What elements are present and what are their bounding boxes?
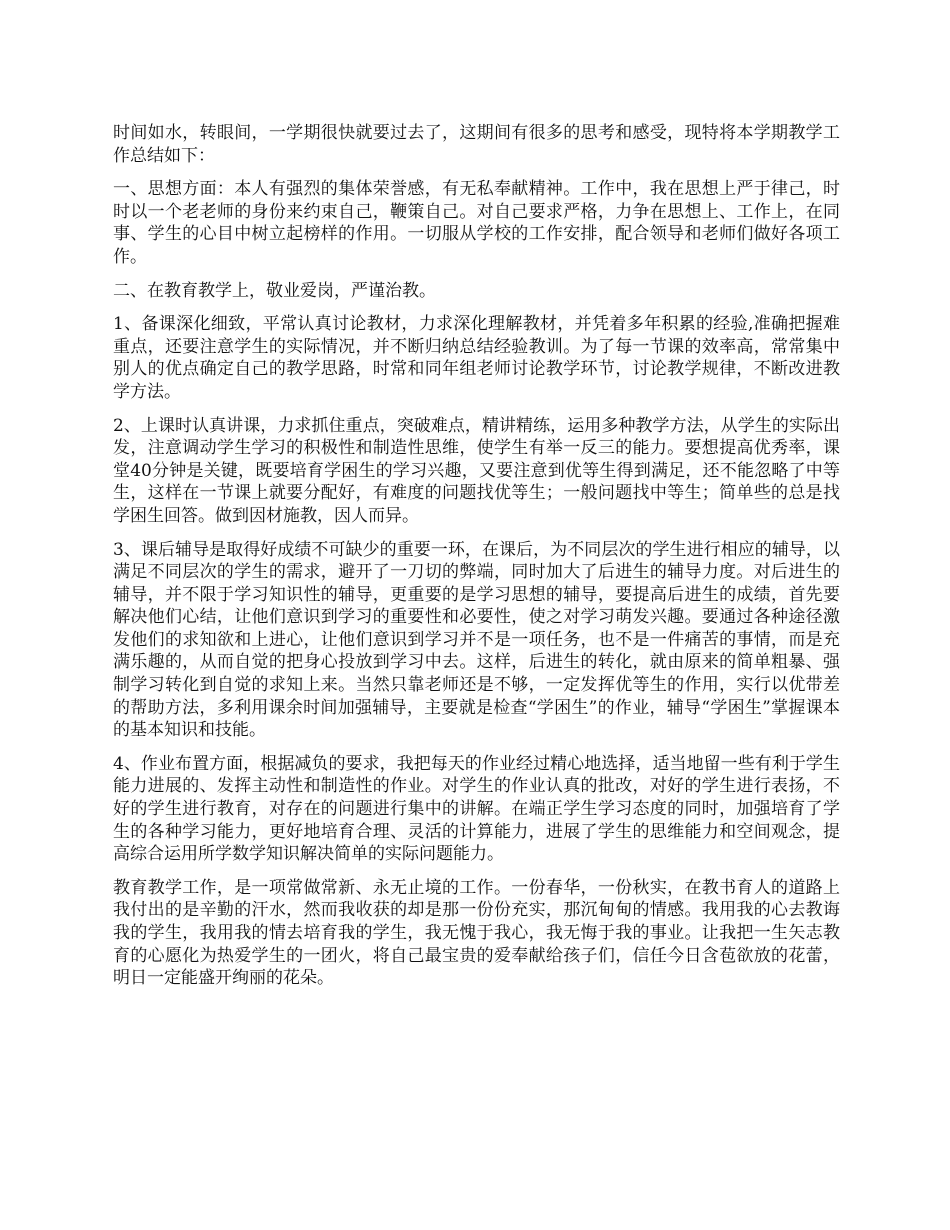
teaching-heading-paragraph: 二、在教育教学上，敬业爱岗，严谨治教。 (113, 280, 436, 301)
lesson-prep-paragraph: 1、备课深化细致，平常认真讨论教材，力求深化理解教材，并凭着多年积累的经验,准确把握难重点，还要注意学生的实际情况，并不断归纳总结经验教训。为了每一节课的效率高，常常集中别人的优点确定自己的教学思路，时常和同年组老师讨论教学环节，讨论教学规律，不断改进教学方法。 (113, 314, 840, 402)
ideology-paragraph: 一、思想方面：本人有强烈的集体荣誉感，有无私奉献精神。工作中，我在思想上严于律己，时时以一个老老师的身份来约束自己，鞭策自己。对自己要求严格，力争在思想上、工作上，在同事、学生的心目中树立起榜样的作用。一切服从学校的工作安排，配合领导和老师们做好各项工作。 (113, 179, 840, 267)
homework-paragraph: 4、作业布置方面，根据减负的要求，我把每天的作业经过精心地选择，适当地留一些有利于学生能力进展的、发挥主动性和制造性的作业。对学生的作业认真的批改，对好的学生进行表扬，不好的学生进行教育，对存在的问题进行集中的讲解。在端正学生学习态度的同时，加强培育了学生的各种学习能力，更好地培育合理、灵活的计算能力，进展了学生的思维能力和空间观念，提高综合运用所学数学知识解决简单的实际问题能力。 (113, 753, 840, 865)
intro-paragraph: 时间如水，转眼间，一学期很快就要过去了，这期间有很多的思考和感受，现特将本学期教学工作总结如下： (113, 123, 840, 166)
lecturing-paragraph: 2、上课时认真讲课，力求抓住重点，突破难点，精讲精练，运用多种教学方法，从学生的实际出发，注意调动学生学习的积极性和制造性思维，使学生有举一反三的能力。要想提高优秀率，课堂40分钟是关键，既要培育学困生的学习兴趣，又要注意到优等生得到满足，还不能忽略了中等生，这样在一节课上就要分配好，有难度的问题找优等生；一般问题找中等生；简单些的总是找学困生回答。做到因材施教，因人而异。 (113, 415, 840, 526)
document-page (113, 122, 840, 1001)
conclusion-paragraph: 教育教学工作，是一项常做常新、永无止境的工作。一份春华，一份秋实，在教书育人的道路上我付出的是辛勤的汗水，然而我收获的却是那一份份充实，那沉甸甸的情感。我用我的心去教诲我的学生，我用我的情去培育我的学生，我无愧于我心，我无悔于我的事业。让我把一生矢志教育的心愿化为热爱学生的一团火，将自己最宝贵的爱奉献给孩子们，信任今日含苞欲放的花蕾，明日一定能盛开绚丽的花朵。 (113, 877, 840, 989)
tutoring-paragraph: 3、课后辅导是取得好成绩不可缺少的重要一环，在课后，为不同层次的学生进行相应的辅导，以满足不同层次的学生的需求，避开了一刀切的弊端，同时加大了后进生的辅导力度。对后进生的辅导，并不限于学习知识性的辅导，更重要的是学习思想的辅导，要提高后进生的成绩，首先要解决他们心结，让他们意识到学习的重要性和必要性，使之对学习萌发兴趣。要通过各种途径激发他们的求知欲和上进心，让他们意识到学习并不是一项任务，也不是一件痛苦的事情，而是充满乐趣的，从而自觉的把身心投放到学习中去。这样，后进生的转化，就由原来的简单粗暴、强制学习转化到自觉的求知上来。当然只靠老师还是不够，一定发挥优等生的作用，实行以优带差的帮助方法，多利用课余时间加强辅导，主要就是检查“学困生”的作业，辅导“学困生”掌握课本的基本知识和技能。 (113, 539, 840, 741)
